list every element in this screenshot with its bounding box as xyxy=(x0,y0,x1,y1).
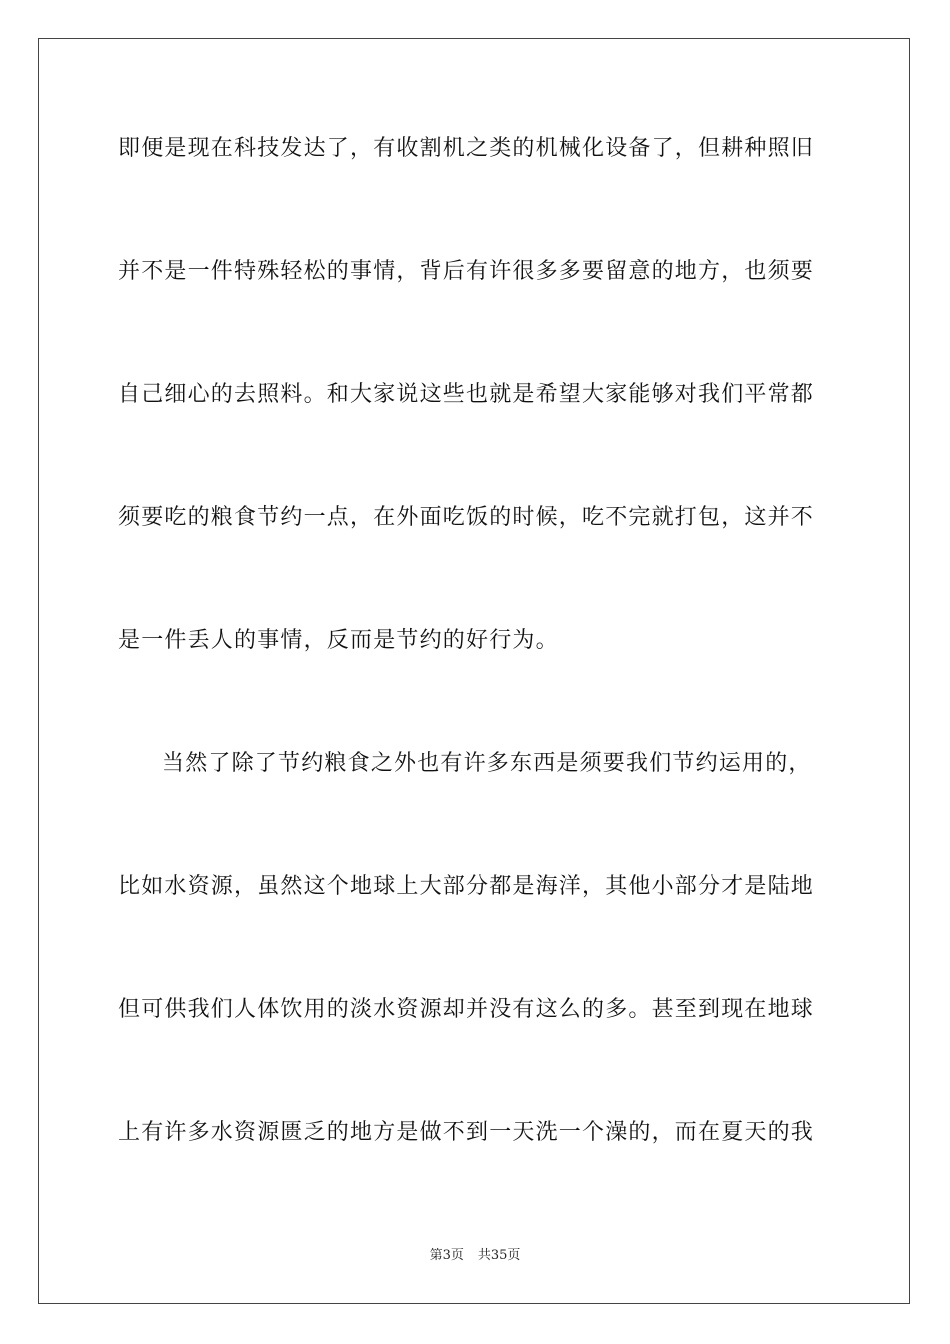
body-text-line: 自己细心的去照料。和大家说这些也就是希望大家能够对我们平常都 xyxy=(118,382,815,407)
body-text-line: 并不是一件特殊轻松的事情，背后有许很多多要留意的地方，也须要 xyxy=(118,259,815,284)
body-text-line: 但可供我们人体饮用的淡水资源却并没有这么的多。甚至到现在地球 xyxy=(118,997,815,1022)
total-pages: 共35页 xyxy=(477,1248,521,1263)
page-number: 第3页 xyxy=(429,1248,464,1263)
body-text-line: 比如水资源，虽然这个地球上大部分都是海洋，其他小部分才是陆地 xyxy=(118,874,815,899)
body-text-line: 上有许多水资源匮乏的地方是做不到一天洗一个澡的，而在夏天的我 xyxy=(118,1120,815,1145)
body-text-line: 须要吃的粮食节约一点，在外面吃饭的时候，吃不完就打包，这并不 xyxy=(118,505,815,530)
body-text-line: 是一件丢人的事情，反而是节约的好行为。 xyxy=(118,628,559,653)
page-footer xyxy=(0,1247,950,1265)
page-frame xyxy=(38,38,910,1304)
body-text-line: 即便是现在科技发达了，有收割机之类的机械化设备了，但耕种照旧 xyxy=(118,136,815,161)
paragraph-first-line: 当然了除了节约粮食之外也有许多东西是须要我们节约运用的， xyxy=(162,751,812,776)
